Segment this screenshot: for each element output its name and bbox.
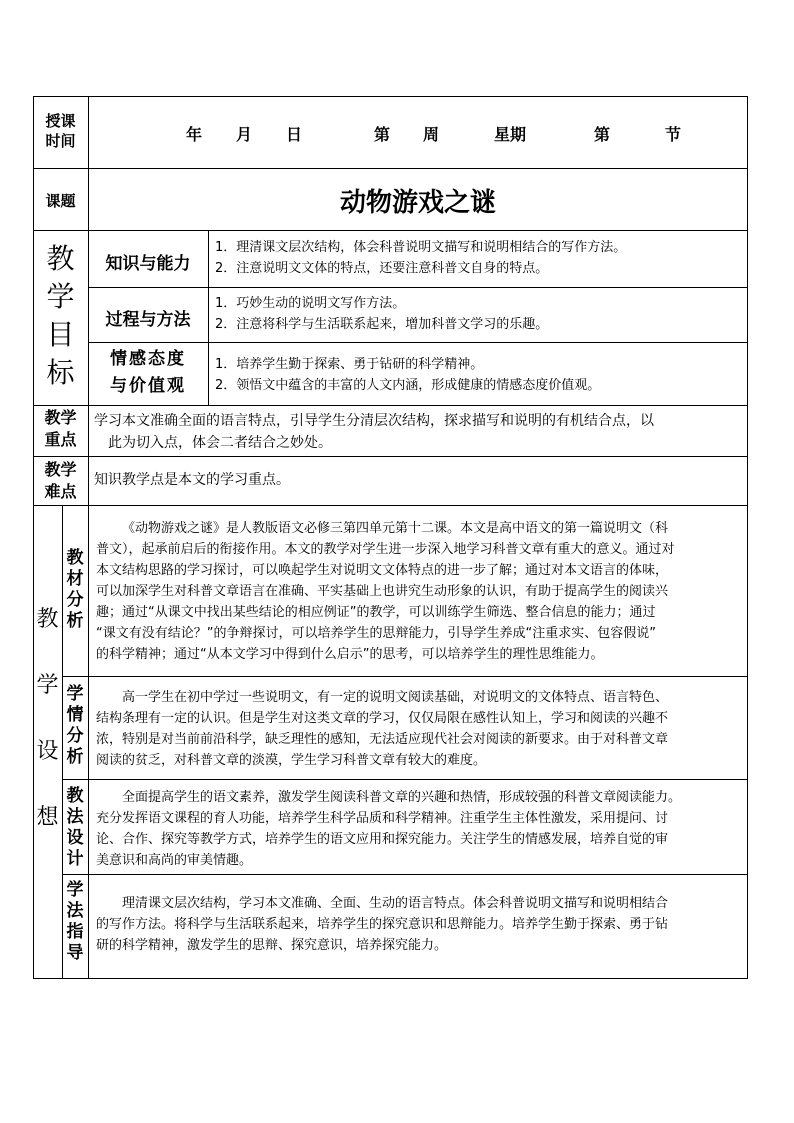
row-divider: [33, 405, 748, 406]
goal-item: 2．注意将科学与生活联系起来，增加科普文学习的乐趣。: [215, 317, 549, 332]
table-border-right: [747, 96, 748, 979]
table-border-top: [33, 96, 748, 97]
teach-time-label: 授课 时间: [45, 112, 76, 150]
week-prefix: 第: [374, 125, 391, 144]
difficulties-label: 教学 难点: [44, 460, 77, 501]
row-divider: [88, 287, 748, 288]
col-divider: [88, 505, 89, 979]
key-points-label: 教学 重点: [44, 408, 77, 449]
date-year: 年: [186, 125, 203, 144]
textbook-analysis-text: 《动物游戏之谜》是人教版语文必修三第四单元第十二课。本文是高中语文的第一篇说明文（科 普文），起承前启后的衔接作用。本文的教学对学生进一步深入地学习科普文章有重大的意义。通过对 本文结构思路的学习探讨，可以唤起学生对说明文文体特点的进一步了解；通过对本文语言的体味， 可以加深学生对科普文章语言在准确、平实基础上也讲究生动形象的认识，有助于提高学生的阅读兴 趣；通过“从课文中找出某些结论的相应例证”的教学，可以训练学生筛选、整合信息的能力；通过 “课文有没有结论？”的争辩探讨，可以培养学生的思辩能力，引导学生养成“注重求实、包容假说” 的科学精神；通过“从本文学习中得到什么启示”的思考，可以培养学生的理性思维能力。: [96, 521, 675, 662]
goal-item: 1．巧妙生动的说明文写作方法。: [215, 296, 406, 311]
goal-item: 1．理清课文层次结构，体会科普说明文描写和说明相结合的写作方法。: [215, 240, 627, 255]
goal-items-knowledge: [215, 237, 745, 279]
week-suffix: 周: [423, 125, 440, 144]
teaching-design-label: 教 学 设 想: [36, 607, 59, 830]
row-divider: [88, 342, 748, 343]
sub-label-textbook-analysis: 教 材 分 析: [66, 548, 84, 631]
sub-label-student-analysis: 学 情 分 析: [66, 684, 84, 767]
difficulties-text: 知识教学点是本文的学习重点。: [94, 472, 290, 488]
period-prefix: 第: [594, 125, 611, 144]
goal-items-attitude: [215, 354, 745, 396]
row-divider: [33, 168, 748, 169]
goal-name-process: 过程与方法: [105, 310, 191, 330]
goal-item: 2．领悟文中蕴含的丰富的人文内涵，形成健康的情感态度价值观。: [215, 378, 601, 393]
key-points-text: 学习本文准确全面的语言特点，引导学生分清层次结构，探求描写和说明的有机结合点，以 此为切入点，体会二者结合之妙处。: [94, 413, 654, 451]
row-divider: [62, 779, 748, 780]
teaching-goals-label: 教 学 目 标: [46, 242, 75, 389]
teaching-method-text: 全面提高学生的语文素养，激发学生阅读科普文章的兴趣和热情，形成较强的科普文章阅读能力。 充分发挥语文课程的育人功能，培养学生科学品质和科学精神。注重学生主体性激发，采用提问、讨 论、合作、探究等教学方式，培养学生的语文应用和探究能力。关注学生的情感发展，培养自觉的审 美意识和高尚的审美情趣。: [96, 790, 682, 868]
sub-label-teaching-method: 教 法 设 计: [66, 786, 84, 869]
date-month: 月: [236, 125, 253, 144]
row-divider: [33, 505, 748, 506]
goal-item: 2．注意说明文文体的特点，还要注意科普文自身的特点。: [215, 261, 549, 276]
date-day: 日: [286, 125, 303, 144]
goal-name-attitude: 情感态度 与价值观: [110, 349, 186, 396]
goal-item: 1．培养学生勤于探索、勇于钻研的科学精神。: [215, 357, 484, 372]
student-analysis-text: 高一学生在初中学过一些说明文，有一定的说明文阅读基础，对说明文的文体特点、语言特色、 结构条理有一定的认识。但是学生对这类文章的学习，仅仅局限在感性认知上，学习和阅读的兴趣不 浓，特别是对当前前沿科学，缺乏理性的感知，无法适应现代社会对阅读的新要求。由于对科普文章 阅读的贫乏，对科普文章的淡漠，学生学习科普文章有较大的难度。: [96, 690, 669, 768]
date-line: [0, 122, 794, 144]
lesson-title: 动物游戏之谜: [339, 188, 496, 218]
goal-name-knowledge: 知识与能力: [105, 254, 191, 274]
row-divider: [33, 456, 748, 457]
goal-items-process: [215, 293, 745, 335]
row-divider: [62, 676, 748, 677]
row-divider: [62, 874, 748, 875]
row-divider: [33, 230, 748, 231]
topic-label: 课题: [45, 192, 76, 210]
period-suffix: 节: [665, 125, 682, 144]
col-divider: [88, 405, 89, 505]
sub-label-learning-guidance: 学 法 指 导: [66, 880, 84, 963]
weekday: 星期: [494, 125, 527, 144]
learning-guidance-text: 理清课文层次结构，学习本文准确、全面、生动的语言特点。体会科普说明文描写和说明相结合 的写作方法。将科学与生活联系起来，培养学生的探究意识和思辩能力。培养学生勤于探索、勇于钻 研的科学精神，激发学生的思辩、探究意识，培养探究能力。: [96, 896, 669, 953]
col-divider: [208, 230, 209, 405]
table-border-bottom: [33, 978, 748, 979]
